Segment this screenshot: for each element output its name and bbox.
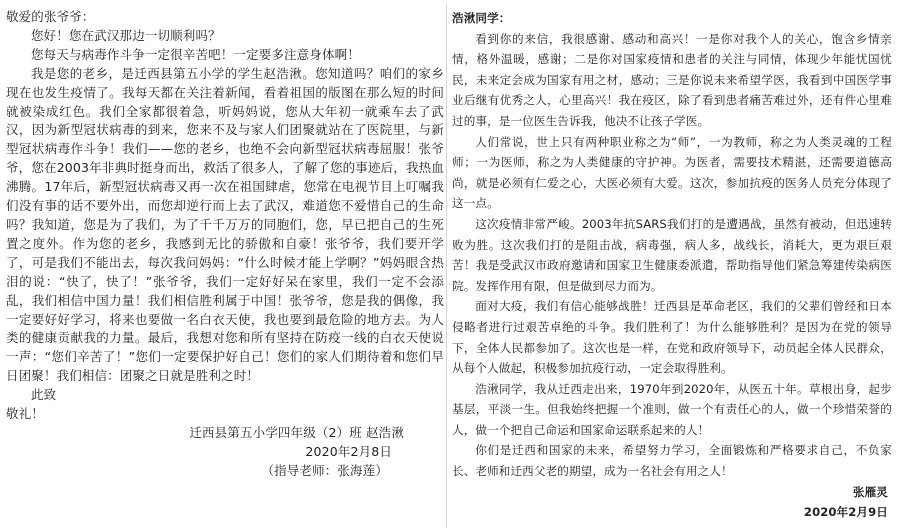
reply-paragraph: 你们是迁西和国家的未来，希望努力学习，全面锻炼和严格要求自己，不负家长、老师和迁西父老的期望，成为一名社会有用之人！ <box>452 443 892 479</box>
reply-date: 2020年2月9日 <box>803 505 888 520</box>
reply-paragraph: 看到你的来信，我很感谢、感动和高兴！一是你对我个人的关心，饱含乡情亲情，格外温暖，感谢；二是你对国家疫情和患者的关注与同情，体现少年能忧国忧民，未来定会成为国家有用之材，感动；三是你说未来希望学医，我看到中国医学事业后继有优秀之人，心里高兴！我在疫区，除了看到患者痛苦难过外，还有件心里难过的事，是一位医生告诉我，他决不让孩子学医。 <box>452 31 892 128</box>
student-paragraph: 您每天与病毒作斗争一定很辛苦吧！一定要多注意身体啊！ <box>31 46 360 62</box>
student-paragraph: 我是您的老乡，是迁西县第五小学的学生赵浩湫。您知道吗？咱们的家乡现在也发生疫情了。我每天都在关注着新闻，看着祖国的版图在那么短的时间就被染成红色。我们全家都很着急，听妈妈说，您从大年初一就乘车去了武汉，因为新型冠状病毒的到来，您来不及与家人们团聚就站在了医院里，与新型冠状病毒作斗争！我们——您的老乡，也绝不会向新型冠状病毒屈服！张爷爷，您在2003年非典时挺身而出，救活了很多人，了解了您的事迹后，我热血沸腾。17年后，新型冠状病毒又再一次在祖国肆虐，您常在电视节目上叮嘱我们没有事的话不要外出，而您却逆行而上去了武汉，难道您不爱惜自己的生命吗？我知道，您是为了我们，为了千千万万的同胞们，您，早已把自己的生死置之度外。作为您的老乡，我感到无比的骄傲和自豪！张爷爷，我们要开学了，可是我们不能出去，每次我问妈妈：“什么时候才能上学啊？”妈妈眼含热泪的说：“快了，快了！”张爷爷，我们一定好好呆在家里，我们一定不会添乱，我们相信中国力量！我们相信胜利属于中国！张爷爷，您是我的偶像，我一定要好好学习，将来也要做一名白衣天使，我也要到最危险的地方去。为人类的健康贡献我的力量。最后，我想对您和所有坚持在防疫一线的白衣天使说一声：“您们辛苦了！”您们一定要保护好自己！您们的家人们期待着和您们早日团聚！我们相信：团聚之日就是胜利之时！ <box>6 65 444 384</box>
column-divider <box>446 4 447 528</box>
reply-paragraph: 面对大疫，我们有信心能够战胜！迁西县是革命老区，我们的父辈们曾经和日本侵略者进行过艰苦卓绝的斗争。我们胜利了！为什么能够胜利？是因为在党的领导下，全体人民都参加了。这次也是一样，在党和政府领导下，动员起全体人民群众，从每个人做起，积极参加抗疫行动，一定会取得胜利。 <box>452 299 892 376</box>
reply-paragraph: 这次疫情非常严峻。2003年抗SARS我们打的是遭遇战，虽然有被动，但迅速转败为胜。这次我们打的是阻击战，病毒强，病人多，战线长，消耗大，更为艰巨艰苦！我是受武汉市政府邀请和国家卫生健康委派遣，帮助指导他们紧急筹建传染病医院。发挥作用有限，但是做到尽力而为。 <box>452 216 892 293</box>
reply-signature: 张雁灵 <box>852 484 888 499</box>
student-salutation: 敬爱的张爷爷： <box>6 9 95 24</box>
student-date: 2020年2月8日 <box>305 443 392 459</box>
student-closing: 此致 <box>31 387 57 403</box>
reply-paragraph: 人们常说，世上只有两种职业称之为“师”，一为教师，称之为人类灵魂的工程师；一为医师，称之为人类健康的守护神。为医者，需要技术精湛，还需要道德高尚，就是必须有仁爱之心，大医必须有大爱。这次，参加抗疫的医务人员充分体现了这一点。 <box>452 134 892 211</box>
student-signature: 迁西县第五小学四年级（2）班 赵浩湫 <box>189 424 404 440</box>
student-letter <box>6 8 444 528</box>
teacher-credit: （指导老师：张海莲） <box>261 462 388 478</box>
reply-letter <box>452 8 892 528</box>
reply-paragraph: 浩湫同学，我从迁西走出来，1970年到2020年，从医五十年。草根出身，起步基层，平淡一生。但我始终把握一个准则，做一个有责任心的人，做一个珍惜荣誉的人，做一个把自己命运和国家命运联系起来的人！ <box>452 381 892 437</box>
student-closing-salute: 敬礼！ <box>6 406 44 422</box>
reply-salutation: 浩湫同学： <box>452 11 511 25</box>
student-paragraph: 您好！您在武汉那边一切顺利吗？ <box>31 27 221 43</box>
